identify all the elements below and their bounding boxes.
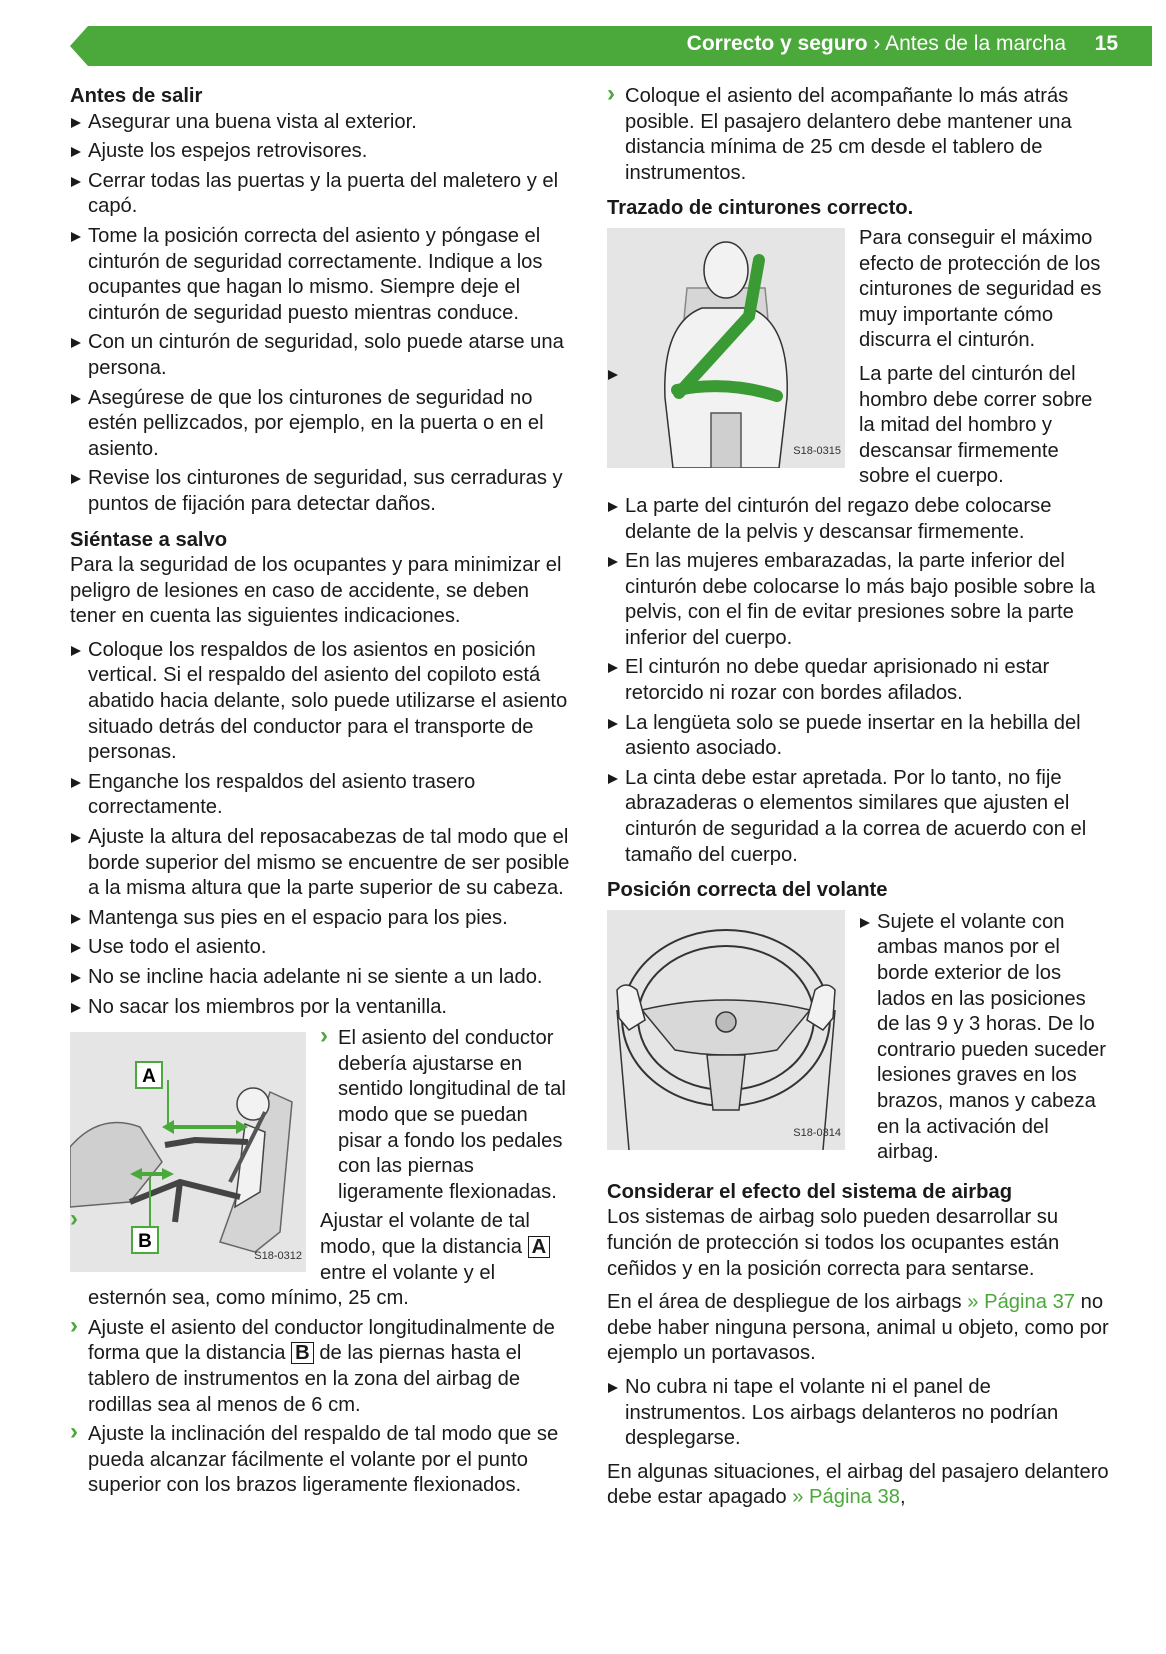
section-title-posicion-volante: Posición correcta del volante	[607, 879, 888, 902]
list-item: El cinturón no debe quedar aprisionado ni estar retorcido ni rozar con bordes afilados.	[607, 655, 1112, 706]
step-item: › El asiento del conductor debería ajustarse en sentido longitudinal de tal modo que se puedan pisar a fondo los pedales con las piernas ligeramente flexionadas.	[320, 1026, 576, 1205]
paragraph-text: ,	[899, 1486, 906, 1509]
section-title-trazado-cinturones: Trazado de cinturones correcto.	[607, 197, 914, 220]
steering-wheel-illustration	[607, 910, 845, 1150]
step-text: Ajuste el asiento del conductor longitudinalmente de forma que la distancia	[88, 1316, 555, 1365]
section-title-sientase-a-salvo: Siéntase a salvo	[70, 528, 228, 551]
figure-code: S18-0314	[793, 1127, 841, 1140]
paragraph-text: En el área de despliegue de los airbags	[607, 1291, 962, 1314]
figure-code: S18-0315	[793, 445, 841, 458]
paragraph	[607, 1290, 1112, 1367]
step-item: › Ajuste la inclinación del respaldo de tal modo que se pueda alcanzar fácilmente el volante por el punto superior con los brazos ligeramente flexionados.	[70, 1422, 576, 1499]
page-link-38[interactable]: » Página 38	[792, 1486, 900, 1509]
list-item: Asegurar una buena vista al exterior.	[70, 110, 576, 136]
list-item: No cubra ni tape el volante ni el panel de instrumentos. Los airbags delanteros no podrían desplegarse.	[607, 1375, 1112, 1452]
list-item: Asegúrese de que los cinturones de seguridad no estén pellizcados, por ejemplo, en la puerta o en el asiento.	[70, 386, 576, 463]
header-separator: ›	[867, 32, 886, 55]
left-column	[70, 84, 576, 1503]
list-item: Mantenga sus pies en el espacio para los pies.	[70, 906, 576, 932]
list-item: No se incline hacia adelante ni se siente a un lado.	[70, 965, 576, 991]
figure-label-a: A	[142, 1066, 156, 1088]
label-box-a: A	[528, 1236, 551, 1258]
page-number: 15	[1094, 32, 1118, 55]
paragraph-text: En algunas situaciones, el airbag del pasajero delantero debe estar apagado	[607, 1460, 1109, 1509]
list-item: Revise los cinturones de seguridad, sus cerraduras y puntos de fijación para detectar daños.	[70, 466, 576, 517]
page-link-37[interactable]: » Página 37	[967, 1291, 1076, 1314]
step-text: Ajustar el volante de tal modo, que la distancia	[320, 1210, 530, 1258]
step-item	[70, 1209, 576, 1311]
list-item: Coloque los respaldos de los asientos en posición vertical. Si el respaldo del asiento del copiloto está abatido hacia delante, solo puede utilizarse el asiento situado detrás del conductor para el transporte de personas.	[70, 638, 576, 766]
header-chapter: Antes de la marcha	[885, 32, 1066, 55]
list-item: La cinta debe estar apretada. Por lo tanto, no fije abrazaderas o elementos similares que ajusten el cinturón de seguridad a la correa de acuerdo con el tamaño del cuerpo.	[607, 766, 1112, 868]
figure-code: S18-0312	[254, 1249, 302, 1262]
section-intro: Para conseguir el máximo efecto de protección de los cinturones de seguridad es muy importante cómo discurra el cinturón.	[859, 226, 1102, 352]
label-box-b: B	[291, 1342, 314, 1364]
list-item: Sujete el volante con ambas manos por el borde exterior de los lados en las posiciones de las 9 y 3 horas. De lo contrario pueden suceder lesiones graves en los brazos, manos y cabeza en la activación del airbag.	[859, 910, 1112, 1166]
right-column	[607, 84, 1112, 1519]
header-section: Correcto y seguro	[686, 32, 868, 55]
page-header	[70, 26, 1152, 66]
list-item: En las mujeres embarazadas, la parte inferior del cinturón debe colocarse lo más bajo posible sobre la pelvis, con el fin de evitar presiones sobre la parte inferior del cuerpo.	[607, 549, 1112, 651]
list-item: Ajuste los espejos retrovisores.	[70, 139, 576, 165]
list-item: Enganche los respaldos del asiento trasero correctamente.	[70, 770, 576, 821]
step-text: de las piernas hasta el tablero de instrumentos en la zona del airbag de rodillas sea al menos de 6 cm.	[88, 1342, 522, 1416]
list-item: Tome la posición correcta del asiento y póngase el cinturón de seguridad correctamente. Indique a los ocupantes que hagan lo mismo. Siempre deje el cinturón de seguridad puesto mientras conduce.	[70, 224, 576, 326]
list-item: No sacar los miembros por la ventanilla.	[70, 995, 576, 1021]
step-item: › Coloque el asiento del acompañante lo más atrás posible. El pasajero delantero debe mantener una distancia mínima de 25 cm desde el tablero de instrumentos.	[607, 84, 1112, 186]
step-text: entre el volante y el esternón sea, como mínimo, 25 cm.	[88, 1261, 496, 1310]
list-item: Use todo el asiento.	[70, 935, 576, 961]
section-title-airbag: Considerar el efecto del sistema de airbag	[607, 1180, 1013, 1203]
list-item: La parte del cinturón del regazo debe colocarse delante de la pelvis y descansar firmemente.	[607, 494, 1112, 545]
list-item: Con un cinturón de seguridad, solo puede atarse una persona.	[70, 330, 576, 381]
paragraph-text: no debe haber ninguna persona, animal u objeto, como por ejemplo un portavasos.	[607, 1291, 1109, 1365]
list-item: Cerrar todas las puertas y la puerta del maletero y el capó.	[70, 169, 576, 220]
list-item: La lengüeta solo se puede insertar en la hebilla del asiento asociado.	[607, 711, 1112, 762]
step-item	[70, 1316, 576, 1418]
section-intro: Para la seguridad de los ocupantes y para minimizar el peligro de lesiones en caso de accidente, se deben tener en cuenta las siguientes indicaciones.	[70, 554, 562, 628]
header-breadcrumb	[687, 32, 1066, 56]
paragraph	[607, 1460, 1112, 1511]
paragraph: Los sistemas de airbag solo pueden desarrollar su función de protección si todos los ocupantes están ceñidos y en la posición correcta para sentarse.	[607, 1206, 1060, 1280]
steering-figure	[607, 910, 845, 1150]
list-item: La parte del cinturón del hombro debe correr sobre la mitad del hombro y descansar firmemente sobre el cuerpo.	[607, 362, 1112, 490]
figure-label-b: B	[138, 1231, 152, 1253]
list-item: Ajuste la altura del reposacabezas de tal modo que el borde superior del mismo se encuentre de ser posible a la misma altura que la parte superior de su cabeza.	[70, 825, 576, 902]
section-title-antes-de-salir: Antes de salir	[70, 85, 203, 107]
